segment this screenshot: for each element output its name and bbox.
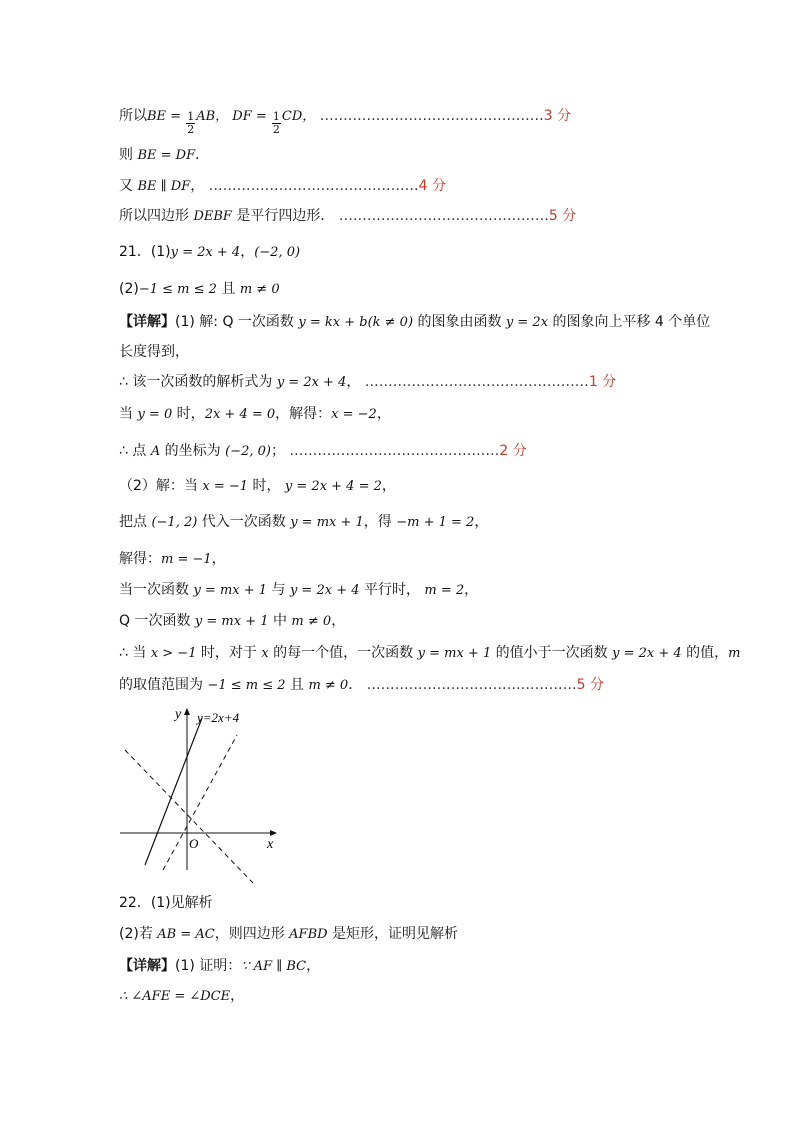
y-axis-label: y [175, 707, 182, 722]
score: 2 分 [499, 443, 527, 459]
text-line: ∴ 当 x > −1 时，对于 x 的每一个值，一次函数 y = mx + 1 的值小于一次函数 y = 2x + 4 的值，m [119, 645, 741, 661]
text-line: ∴ 该一次函数的解析式为 y = 2x + 4， …………………………………………1 分 [119, 374, 617, 390]
text-line: Q 一次函数 y = mx + 1 中 m ≠ 0， [119, 613, 346, 629]
text-line: 又 BE ∥ DF， ………………………………………4 分 [119, 178, 447, 194]
text-line: 所以BE = $\frac{1}{2}$ AB， DF = $\frac{1}{2}$ CD， …………………………………………3 分 [119, 108, 572, 136]
text-line: 【详解】(1) 证明：∵ AF ∥ BC， [119, 958, 321, 974]
question-22-answer-1: 22．(1)见解析 [119, 895, 213, 911]
text-line: 【详解】(1) 解: Q 一次函数 y = kx + b(k ≠ 0) 的图象由函数 y = 2x 的图象向上平移 4 个单位 [119, 314, 711, 330]
question-22-answer-2: (2)若 AB = AC，则四边形 AFBD 是矩形，证明见解析 [119, 926, 459, 942]
score: 1 分 [588, 374, 617, 390]
y-axis-arrow [184, 708, 190, 715]
text-line: 当一次函数 y = mx + 1 与 y = 2x + 4 平行时， m = 2， [119, 582, 479, 598]
dashed-negative-line [125, 750, 253, 883]
dashed-parallel-line [163, 735, 237, 870]
text-line: 解得：m = −1， [119, 551, 226, 567]
score: 3 分 [543, 108, 572, 124]
function-graph [115, 700, 290, 890]
text-line: （2）解：当 x = −1 时， y = 2x + 4 = 2， [119, 478, 396, 494]
fraction: $\frac{1}{2}$ [187, 110, 195, 136]
text-line: 长度得到， [119, 344, 189, 360]
text-line: 把点 (−1, 2) 代入一次函数 y = mx + 1，得 −m + 1 = 2， [119, 514, 489, 530]
score: 5 分 [576, 677, 605, 693]
text-line: 当 y = 0 时，2x + 4 = 0，解得：x = −2， [119, 406, 391, 422]
text-line: ∴ ∠AFE = ∠DCE， [119, 988, 245, 1004]
text-line: 所以四边形 DEBF 是平行四边形． ………………………………………5 分 [119, 208, 577, 224]
text-line: 则 BE = DF． [119, 147, 210, 163]
x-axis-arrow [270, 830, 277, 836]
text-line: 的取值范围为 −1 ≤ m ≤ 2 且 m ≠ 0． ………………………………………5 分 [119, 677, 605, 693]
x-axis-label: x [267, 837, 274, 852]
score: 4 分 [418, 178, 447, 194]
question-21-answer-2: (2)−1 ≤ m ≤ 2 且 m ≠ 0 [119, 281, 280, 297]
text-line: ∴ 点 A 的坐标为 (−2, 0)； ………………………………………2 分 [119, 443, 527, 459]
question-21-answer-1: 21．(1)y = 2x + 4，(−2, 0) [119, 244, 301, 260]
fraction: $\frac{1}{2}$ [272, 110, 280, 136]
origin-label: O [189, 836, 199, 851]
line-label: y=2x+4 [197, 710, 240, 725]
score: 5 分 [548, 208, 577, 224]
